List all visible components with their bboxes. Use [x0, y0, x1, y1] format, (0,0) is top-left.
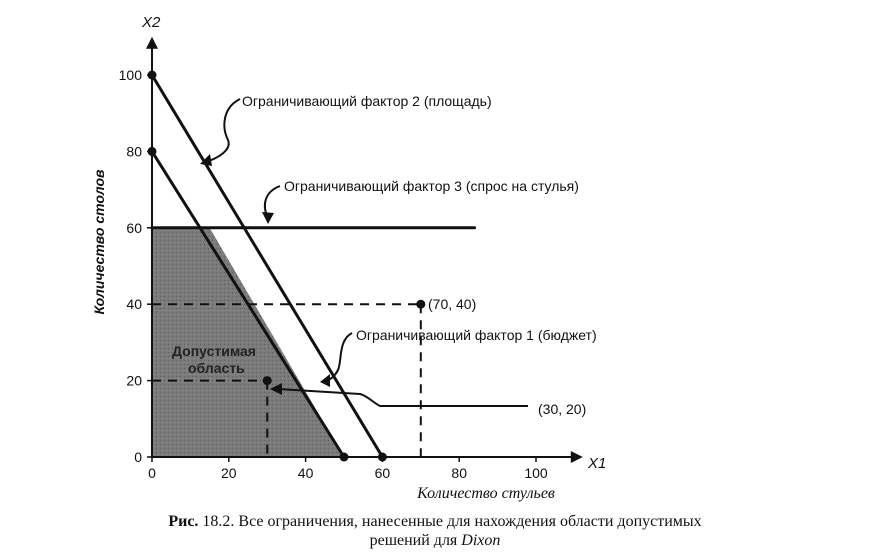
- caption-italic: Dixon: [461, 532, 501, 549]
- y-tick-label: 40: [126, 296, 142, 313]
- y-tick-label: 100: [118, 67, 142, 83]
- intercept-point: [148, 71, 157, 80]
- x-tick-labels: [148, 465, 548, 481]
- figure-caption: [0, 512, 870, 550]
- x-tick-label: 20: [221, 465, 237, 481]
- x-axis-arrow: [571, 451, 583, 463]
- caption-line2: [0, 531, 870, 550]
- y-tick-label: 0: [134, 449, 142, 465]
- point-label-30-20: (30, 20): [538, 401, 587, 417]
- y-axis-arrow: [146, 37, 158, 49]
- arrowhead-budget: [320, 374, 330, 387]
- arrowhead-demand: [262, 212, 274, 224]
- annotation-demand-constraint: Ограничивающий фактор 3 (спрос на стулья): [284, 178, 579, 194]
- caption-line1: [0, 512, 870, 531]
- intercept-point: [378, 453, 387, 462]
- leader-budget: [326, 333, 352, 381]
- y-axis-title: X2: [142, 14, 161, 31]
- x-axis-title: X1: [588, 455, 607, 472]
- y-tick-label: 20: [126, 372, 142, 389]
- x-axis-label: Количество стульев: [417, 485, 555, 502]
- y-tick-labels: [119, 67, 143, 465]
- feasible-region-label-line1: Допустимая: [172, 343, 256, 359]
- leader-30-20: [278, 389, 528, 406]
- x-tick-label: 0: [148, 465, 156, 481]
- x-tick-label: 100: [524, 465, 548, 481]
- annotation-budget-constraint: Ограничивающий фактор 1 (бюджет): [356, 327, 597, 343]
- point-30-20: [263, 376, 272, 385]
- x-tick-label: 80: [451, 465, 467, 481]
- x-tick-label: 40: [297, 465, 314, 481]
- leader-area: [206, 99, 240, 162]
- feasible-region-label-line2: область: [188, 360, 245, 376]
- caption-text-line2: решений для: [369, 532, 462, 549]
- annotation-area-constraint: Ограничивающий фактор 2 (площадь): [242, 93, 492, 109]
- y-axis-label: Количество столов: [91, 169, 107, 315]
- y-tick-label: 60: [126, 219, 142, 236]
- caption-text: 18.2. Все ограничения, нанесенные для нахождения области допустимых: [198, 513, 702, 530]
- intercept-point: [148, 147, 157, 156]
- point-label-70-40: (70, 40): [428, 296, 477, 312]
- caption-prefix: Рис.: [168, 513, 199, 530]
- intercept-point: [340, 453, 349, 462]
- point-70-40: [416, 300, 425, 309]
- x-tick-label: 60: [374, 465, 391, 481]
- y-tick-label: 80: [126, 143, 142, 160]
